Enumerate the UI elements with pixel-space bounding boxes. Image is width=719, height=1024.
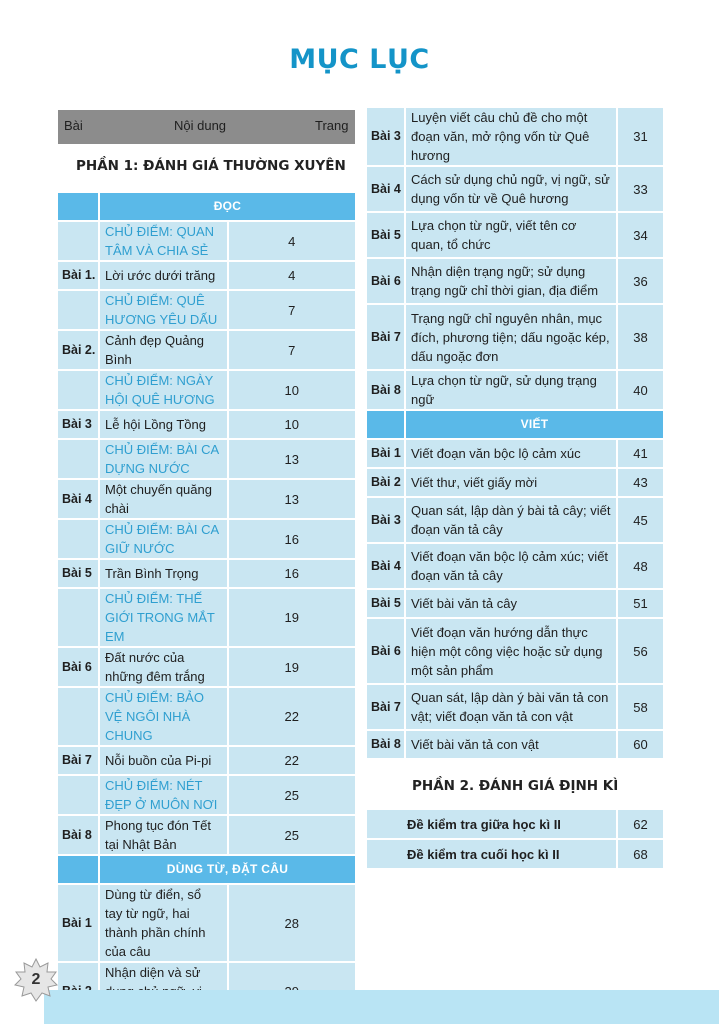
page-ref: 10	[227, 411, 356, 440]
page-ref: 28	[227, 885, 356, 963]
lesson-row	[58, 885, 355, 963]
lesson-row	[367, 440, 663, 469]
part2-heading: PHẦN 2. ĐÁNH GIÁ ĐỊNH KÌ	[412, 778, 619, 794]
page-ref: 22	[227, 747, 356, 776]
lesson-row	[367, 259, 663, 305]
lesson-number: Bài 1	[367, 440, 404, 469]
lesson-number: Bài 7	[367, 305, 404, 371]
page-ref: 25	[227, 776, 356, 816]
lesson-number	[58, 520, 98, 560]
page-ref: 7	[227, 291, 356, 331]
lesson-number: Bài 8	[367, 371, 404, 411]
page-ref: 4	[227, 262, 356, 291]
lesson-title: Nỗi buồn của Pi-pi	[98, 747, 227, 776]
topic-row	[58, 688, 355, 747]
lesson-row	[367, 619, 663, 685]
page-ref: 16	[227, 520, 356, 560]
lesson-row	[367, 469, 663, 498]
lesson-number: Bài 5	[58, 560, 98, 589]
lesson-number: Bài 6	[367, 619, 404, 685]
lesson-title: Viết bài văn tả cây	[404, 590, 616, 619]
lesson-number: Bài 4	[58, 480, 98, 520]
exam-title: Đề kiểm tra cuối học kì II	[367, 840, 616, 870]
lesson-row	[367, 544, 663, 590]
section-spacer	[367, 411, 404, 440]
section-row	[58, 856, 355, 885]
lesson-number: Bài 6	[58, 648, 98, 688]
topic-title: CHỦ ĐIỂM: BÀI CA DỰNG NƯỚC	[98, 440, 227, 480]
page-ref: 16	[227, 560, 356, 589]
lesson-row	[58, 262, 355, 291]
lesson-row	[58, 331, 355, 371]
bottom-band	[44, 990, 719, 1024]
exam-row	[367, 840, 663, 870]
lesson-row	[367, 685, 663, 731]
lesson-number: Bài 1.	[58, 262, 98, 291]
exam-title: Đề kiểm tra giữa học kì II	[367, 810, 616, 840]
lesson-row	[58, 411, 355, 440]
lesson-row	[367, 731, 663, 760]
header-noi-dung: Nội dung	[174, 118, 227, 133]
lesson-number: Bài 3	[367, 498, 404, 544]
lesson-row	[367, 498, 663, 544]
topic-title: CHỦ ĐIỂM: QUAN TÂM VÀ CHIA SẺ	[98, 222, 227, 262]
section-spacer	[58, 856, 98, 885]
lesson-title: Cảnh đẹp Quảng Bình	[98, 331, 227, 371]
lesson-number: Bài 8	[367, 731, 404, 760]
topic-title: CHỦ ĐIỂM: QUÊ HƯƠNG YÊU DẤU	[98, 291, 227, 331]
section-spacer	[58, 193, 98, 222]
page-ref: 56	[616, 619, 663, 685]
lesson-number: Bài 6	[367, 259, 404, 305]
header-trang: Trang	[315, 118, 349, 133]
topic-title: CHỦ ĐIỂM: NÉT ĐẸP Ở MUÔN NƠI	[98, 776, 227, 816]
topic-title: CHỦ ĐIỂM: BÀI CA GIỮ NƯỚC	[98, 520, 227, 560]
lesson-title: Nhận diện trạng ngữ; sử dụng trạng ngữ chỉ thời gian, địa điểm	[404, 259, 616, 305]
topic-row	[58, 520, 355, 560]
lesson-row	[58, 648, 355, 688]
page-ref: 45	[616, 498, 663, 544]
lesson-title: Phong tục đón Tết tại Nhật Bản	[98, 816, 227, 856]
section-row	[58, 193, 355, 222]
lesson-title: Quan sát, lập dàn ý bài văn tả con vật; viết đoạn văn tả con vật	[404, 685, 616, 731]
lesson-row	[367, 305, 663, 371]
page-ref: 51	[616, 590, 663, 619]
lesson-number: Bài 5	[367, 213, 404, 259]
lesson-number	[58, 688, 98, 747]
header-bai: Bài	[64, 118, 83, 133]
lesson-title: Dùng từ điển, sổ tay từ ngữ, hai thành phần chính của câu	[98, 885, 227, 963]
lesson-title: Trần Bình Trọng	[98, 560, 227, 589]
page-ref: 19	[227, 648, 356, 688]
page-ref: 31	[616, 108, 663, 167]
lesson-title: Quan sát, lập dàn ý bài tả cây; viết đoạn văn tả cây	[404, 498, 616, 544]
page-ref: 22	[227, 688, 356, 747]
lesson-title: Một chuyến quăng chài	[98, 480, 227, 520]
lesson-title: Viết đoạn văn hướng dẫn thực hiện một công việc hoặc sử dụng một sản phẩm	[404, 619, 616, 685]
topic-row	[58, 589, 355, 648]
lesson-number	[58, 440, 98, 480]
exam-row	[367, 810, 663, 840]
lesson-title: Đất nước của những đêm trắng	[98, 648, 227, 688]
lesson-number	[58, 291, 98, 331]
page-ref: 48	[616, 544, 663, 590]
part1-heading: PHẦN 1: ĐÁNH GIÁ THƯỜNG XUYÊN	[76, 158, 346, 174]
section-title: DÙNG TỪ, ĐẶT CÂU	[98, 856, 355, 885]
page-ref: 34	[616, 213, 663, 259]
lesson-row	[367, 590, 663, 619]
section-title: ĐỌC	[98, 193, 355, 222]
lesson-title: Viết bài văn tả con vật	[404, 731, 616, 760]
page-ref: 40	[616, 371, 663, 411]
lesson-title: Nhận diện và sử	[98, 963, 227, 1022]
page-ref: 58	[616, 685, 663, 731]
page-ref: 43	[616, 469, 663, 498]
lesson-number	[58, 589, 98, 648]
page-ref: 19	[227, 589, 356, 648]
page-ref: 33	[616, 167, 663, 213]
page-title: MỤC LỤC	[289, 44, 430, 75]
lesson-number: Bài 2.	[58, 331, 98, 371]
lesson-title: Lời ước dưới trăng	[98, 262, 227, 291]
lesson-row	[58, 816, 355, 856]
lesson-title: Lễ hội Lồng Tồng	[98, 411, 227, 440]
lesson-title: Cách sử dụng chủ ngữ, vị ngữ, sử dụng vốn từ về Quê hương	[404, 167, 616, 213]
lesson-number	[58, 776, 98, 816]
page-ref: 13	[227, 480, 356, 520]
page-ref: 41	[616, 440, 663, 469]
lesson-row	[367, 108, 663, 167]
lesson-title: Viết đoạn văn bộc lộ cảm xúc; viết đoạn văn tả cây	[404, 544, 616, 590]
topic-row	[58, 222, 355, 262]
page-ref: 68	[616, 840, 663, 870]
topic-title: CHỦ ĐIỂM: THẾ GIỚI TRONG MẮT EM	[98, 589, 227, 648]
lesson-title: Lựa chọn từ ngữ, viết tên cơ quan, tổ chức	[404, 213, 616, 259]
lesson-number: Bài 3	[367, 108, 404, 167]
lesson-row	[58, 560, 355, 589]
exam-table	[367, 810, 663, 870]
lesson-row	[367, 167, 663, 213]
lesson-number: Bài 8	[58, 816, 98, 856]
lesson-row	[58, 480, 355, 520]
lesson-number: Bài 7	[58, 747, 98, 776]
lesson-number: Bài 2	[367, 469, 404, 498]
lesson-row	[367, 213, 663, 259]
lesson-number: Bài 7	[367, 685, 404, 731]
lesson-title: Trạng ngữ chỉ nguyên nhân, mục đích, phương tiện; dấu ngoặc kép, dấu ngoặc đơn	[404, 305, 616, 371]
topic-row	[58, 440, 355, 480]
right-toc-table	[367, 108, 663, 760]
lesson-number: Bài 4	[367, 544, 404, 590]
table-header	[58, 110, 355, 144]
topic-title: CHỦ ĐIỂM: BẢO VỆ NGÔI NHÀ CHUNG	[98, 688, 227, 747]
section-title: VIẾT	[404, 411, 663, 440]
lesson-row	[367, 371, 663, 411]
topic-row	[58, 776, 355, 816]
lesson-row	[58, 747, 355, 776]
page-ref: 25	[227, 816, 356, 856]
section-row	[367, 411, 663, 440]
lesson-number: Bài 1	[58, 885, 98, 963]
lesson-number	[58, 371, 98, 411]
topic-title: CHỦ ĐIỂM: NGÀY HỘI QUÊ HƯƠNG	[98, 371, 227, 411]
page-ref: 36	[616, 259, 663, 305]
lesson-title: Lựa chọn từ ngữ, sử dụng trạng ngữ	[404, 371, 616, 411]
page-ref: 10	[227, 371, 356, 411]
lesson-number: Bài 5	[367, 590, 404, 619]
lesson-number: Bài 4	[367, 167, 404, 213]
page-ref: 13	[227, 440, 356, 480]
page-ref: 62	[616, 810, 663, 840]
page-ref: 4	[227, 222, 356, 262]
lesson-number	[58, 222, 98, 262]
topic-row	[58, 291, 355, 331]
left-toc-table	[58, 193, 355, 1022]
topic-row	[58, 371, 355, 411]
lesson-title: Viết đoạn văn bộc lộ cảm xúc	[404, 440, 616, 469]
page-number: 2	[31, 971, 41, 988]
page-ref: 38	[616, 305, 663, 371]
lesson-title: Viết thư, viết giấy mời	[404, 469, 616, 498]
page-ref: 60	[616, 731, 663, 760]
lesson-title: Luyện viết câu chủ đề cho một đoạn văn, mở rộng vốn từ Quê hương	[404, 108, 616, 167]
page-ref: 7	[227, 331, 356, 371]
lesson-number: Bài 3	[58, 411, 98, 440]
